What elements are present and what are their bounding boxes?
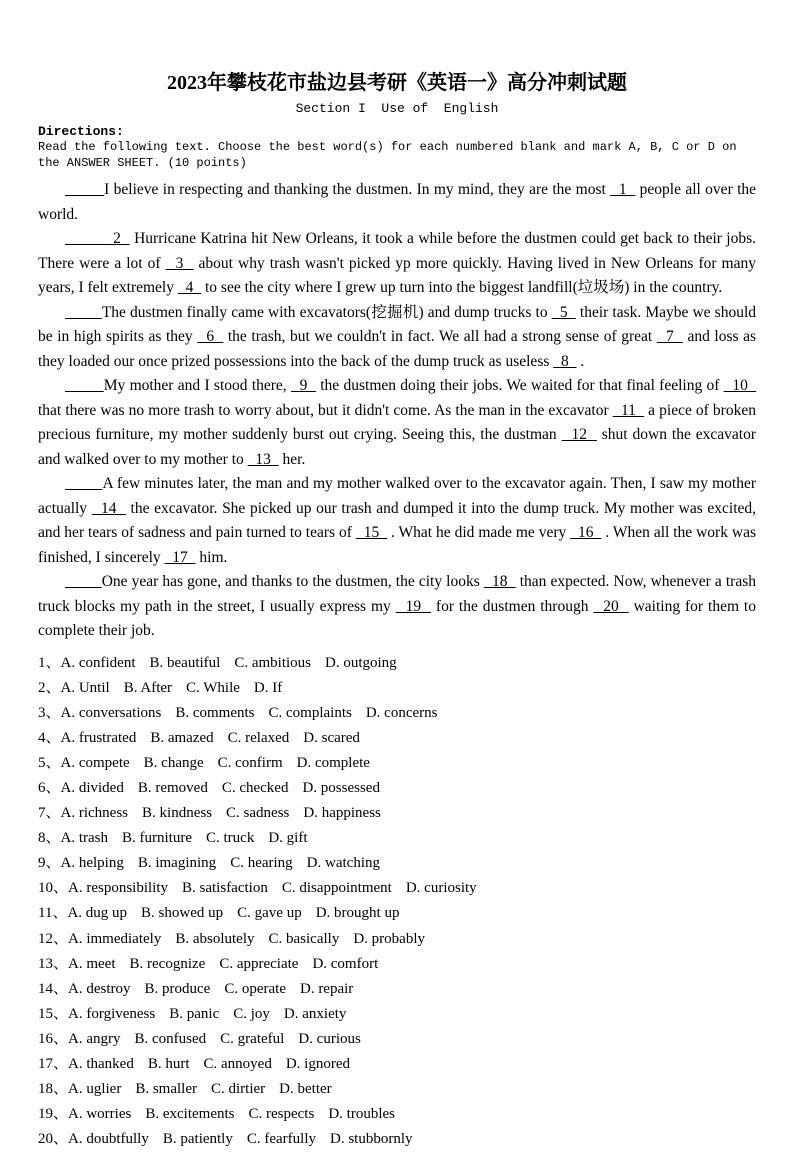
paragraph-lead-underline [65, 181, 104, 198]
paragraph-lead-underline [65, 230, 104, 247]
question-15-option-A: A. forgiveness [68, 1006, 155, 1022]
passage-paragraph-5: A few minutes later, the man and my mother walked over to the excavator again. Then, I saw my mother actually 14 the excavator. She picked up our trash and dumped it into the dump truck. My mother was excited, and her tears of sadness and pain turned to tears of 15 . What he did made me very 16 . When all the work was finished, I sincerely 17 him. [38, 472, 756, 570]
question-18-option-A: A. uglier [68, 1081, 121, 1097]
question-13-option-C: C. appreciate [219, 956, 298, 972]
question-number: 14、 [38, 981, 68, 997]
question-4 [38, 726, 756, 751]
question-14 [38, 977, 756, 1002]
question-number: 19、 [38, 1106, 68, 1122]
question-15-option-C: C. joy [233, 1006, 270, 1022]
question-19-option-B: B. excitements [145, 1106, 234, 1122]
passage-paragraph-6: One year has gone, and thanks to the dustmen, the city looks 18 than expected. Now, whenever a trash truck blocks my path in the street, I usually express my 19 for the dustmen through 20 waiting for them to complete their job. [38, 570, 756, 644]
directions-text: Read the following text. Choose the best word(s) for each numbered blank and mark A, B, C or D on the ANSWER SHEET. (10 points) [38, 140, 756, 171]
question-number: 16、 [38, 1031, 68, 1047]
question-6-option-D: D. possessed [302, 780, 380, 796]
question-11 [38, 901, 756, 926]
question-number: 3、 [38, 705, 61, 721]
question-7-option-B: B. kindness [142, 805, 212, 821]
question-17-option-C: C. annoyed [204, 1056, 272, 1072]
question-18 [38, 1077, 756, 1102]
question-4-option-C: C. relaxed [228, 730, 290, 746]
paragraph-lead-underline [65, 475, 102, 492]
question-6-option-A: A. divided [61, 780, 124, 796]
question-3-option-C: C. complaints [269, 705, 352, 721]
question-3 [38, 701, 756, 726]
question-7-option-C: C. sadness [226, 805, 289, 821]
question-number: 13、 [38, 956, 68, 972]
question-10-option-D: D. curiosity [406, 880, 477, 896]
question-5-option-D: D. complete [297, 755, 370, 771]
question-number: 15、 [38, 1006, 68, 1022]
question-6 [38, 776, 756, 801]
question-10-option-B: B. satisfaction [182, 880, 268, 896]
question-6-option-B: B. removed [138, 780, 208, 796]
questions [38, 651, 756, 1152]
blank-12: 12 [562, 426, 597, 443]
question-8-option-D: D. gift [268, 830, 307, 846]
question-10-option-A: A. responsibility [68, 880, 168, 896]
question-1-option-D: D. outgoing [325, 655, 397, 671]
question-7-option-D: D. happiness [303, 805, 381, 821]
question-5-option-C: C. confirm [218, 755, 283, 771]
question-4-option-D: D. scared [303, 730, 360, 746]
blank-9: 9 [291, 377, 316, 394]
question-9-option-A: A. helping [61, 855, 124, 871]
passage-paragraph-1: I believe in respecting and thanking the dustmen. In my mind, they are the most 1 people all over the world. [38, 178, 756, 227]
question-5 [38, 751, 756, 776]
blank-15: 15 [356, 524, 387, 541]
question-16-option-C: C. grateful [220, 1031, 284, 1047]
question-2-option-C: C. While [186, 680, 240, 696]
question-13-option-D: D. comfort [312, 956, 378, 972]
question-8 [38, 826, 756, 851]
question-11-option-D: D. brought up [316, 905, 400, 921]
question-14-option-C: C. operate [224, 981, 286, 997]
question-number: 6、 [38, 780, 61, 796]
question-20-option-D: D. stubbornly [330, 1131, 413, 1147]
blank-17: 17 [165, 549, 196, 566]
question-9-option-D: D. watching [307, 855, 380, 871]
question-16-option-A: A. angry [68, 1031, 121, 1047]
question-20-option-A: A. doubtfully [68, 1131, 149, 1147]
question-1-option-C: C. ambitious [234, 655, 311, 671]
question-13-option-A: A. meet [68, 956, 115, 972]
blank-16: 16 [570, 524, 601, 541]
blank-2: 2 [104, 230, 129, 247]
question-3-option-D: D. concerns [366, 705, 438, 721]
question-9-option-B: B. imagining [138, 855, 216, 871]
question-3-option-B: B. comments [175, 705, 254, 721]
question-number: 20、 [38, 1131, 68, 1147]
blank-14: 14 [92, 500, 126, 517]
question-number: 18、 [38, 1081, 68, 1097]
question-17-option-A: A. thanked [68, 1056, 134, 1072]
question-number: 10、 [38, 880, 68, 896]
document-title: 2023年攀枝花市盐边县考研《英语一》高分冲刺试题 [38, 70, 756, 96]
question-20-option-C: C. fearfully [247, 1131, 316, 1147]
question-19-option-A: A. worries [68, 1106, 131, 1122]
question-14-option-D: D. repair [300, 981, 353, 997]
passage [38, 178, 756, 644]
question-11-option-B: B. showed up [141, 905, 223, 921]
blank-18: 18 [484, 573, 516, 590]
passage-paragraph-2: 2 Hurricane Katrina hit New Orleans, it took a while before the dustmen could get back to their jobs. There were a lot of 3 about why trash wasn't picked yp more quickly. Having lived in New Orleans for many years, I felt extremely 4 to see the city where I grew up turn into the biggest landfill(垃圾场) in the country. [38, 227, 756, 301]
paragraph-lead-underline [65, 304, 102, 321]
question-1-option-B: B. beautiful [150, 655, 221, 671]
question-18-option-B: B. smaller [135, 1081, 197, 1097]
section-heading: Section I Use of English [38, 100, 756, 118]
question-8-option-C: C. truck [206, 830, 254, 846]
question-2-option-A: A. Until [61, 680, 110, 696]
question-number: 4、 [38, 730, 61, 746]
blank-10: 10 [724, 377, 756, 394]
question-11-option-C: C. gave up [237, 905, 302, 921]
question-7 [38, 801, 756, 826]
question-18-option-C: C. dirtier [211, 1081, 265, 1097]
question-number: 9、 [38, 855, 61, 871]
question-20 [38, 1127, 756, 1152]
blank-19: 19 [396, 598, 431, 615]
question-12 [38, 927, 756, 952]
blank-6: 6 [197, 328, 223, 345]
question-12-option-C: C. basically [269, 931, 340, 947]
question-14-option-B: B. produce [145, 981, 211, 997]
question-number: 17、 [38, 1056, 68, 1072]
question-5-option-A: A. compete [61, 755, 130, 771]
passage-paragraph-3: The dustmen finally came with excavators(挖掘机) and dump trucks to 5 their task. Maybe we should be in high spirits as they 6 the trash, but we couldn't in fact. We all had a strong sense of great 7 and loss as they loaded our once prized possessions into the back of the dump truck as useless 8 . [38, 301, 756, 375]
blank-3: 3 [166, 255, 194, 272]
question-17 [38, 1052, 756, 1077]
question-2 [38, 676, 756, 701]
blank-1: 1 [610, 181, 635, 198]
question-12-option-A: A. immediately [68, 931, 161, 947]
question-17-option-D: D. ignored [286, 1056, 350, 1072]
question-3-option-A: A. conversations [61, 705, 162, 721]
question-1 [38, 651, 756, 676]
question-13-option-B: B. recognize [130, 956, 206, 972]
question-1-option-A: A. confident [61, 655, 136, 671]
question-number: 8、 [38, 830, 61, 846]
question-2-option-D: D. If [254, 680, 282, 696]
question-13 [38, 952, 756, 977]
blank-13: 13 [248, 451, 279, 468]
question-4-option-A: A. frustrated [61, 730, 137, 746]
question-number: 7、 [38, 805, 61, 821]
question-number: 5、 [38, 755, 61, 771]
question-number: 2、 [38, 680, 61, 696]
blank-11: 11 [613, 402, 644, 419]
blank-8: 8 [553, 353, 576, 370]
question-20-option-B: B. patiently [163, 1131, 233, 1147]
question-number: 11、 [38, 905, 67, 921]
question-9 [38, 851, 756, 876]
question-16-option-D: D. curious [298, 1031, 361, 1047]
paragraph-lead-underline [65, 377, 104, 394]
question-8-option-A: A. trash [61, 830, 109, 846]
question-5-option-B: B. change [144, 755, 204, 771]
question-15-option-B: B. panic [169, 1006, 219, 1022]
question-9-option-C: C. hearing [230, 855, 292, 871]
question-number: 12、 [38, 931, 68, 947]
blank-5: 5 [552, 304, 576, 321]
directions-label: Directions: [38, 124, 756, 140]
question-19-option-D: D. troubles [328, 1106, 395, 1122]
question-14-option-A: A. destroy [68, 981, 131, 997]
question-15-option-D: D. anxiety [284, 1006, 346, 1022]
question-6-option-C: C. checked [222, 780, 289, 796]
question-17-option-B: B. hurt [148, 1056, 190, 1072]
question-16-option-B: B. confused [135, 1031, 207, 1047]
blank-20: 20 [593, 598, 628, 615]
question-10 [38, 876, 756, 901]
blank-7: 7 [657, 328, 683, 345]
question-2-option-B: B. After [124, 680, 172, 696]
question-4-option-B: B. amazed [150, 730, 213, 746]
question-number: 1、 [38, 655, 61, 671]
question-16 [38, 1027, 756, 1052]
passage-paragraph-4: My mother and I stood there, 9 the dustmen doing their jobs. We waited for that final feeling of 10 that there was no more trash to worry about, but it didn't come. As the man in the excavator 11 a piece of broken precious furniture, my mother suddenly burst out crying. Seeing this, the dustman 12 shut down the excavator and walked over to my mother to 13 her. [38, 374, 756, 472]
question-8-option-B: B. furniture [122, 830, 192, 846]
blank-4: 4 [178, 279, 201, 296]
question-11-option-A: A. dug up [67, 905, 127, 921]
question-10-option-C: C. disappointment [282, 880, 392, 896]
question-19-option-C: C. respects [249, 1106, 315, 1122]
paragraph-lead-underline [65, 573, 102, 590]
question-19 [38, 1102, 756, 1127]
question-12-option-B: B. absolutely [175, 931, 254, 947]
question-12-option-D: D. probably [353, 931, 425, 947]
question-18-option-D: D. better [279, 1081, 331, 1097]
question-7-option-A: A. richness [61, 805, 129, 821]
question-15 [38, 1002, 756, 1027]
